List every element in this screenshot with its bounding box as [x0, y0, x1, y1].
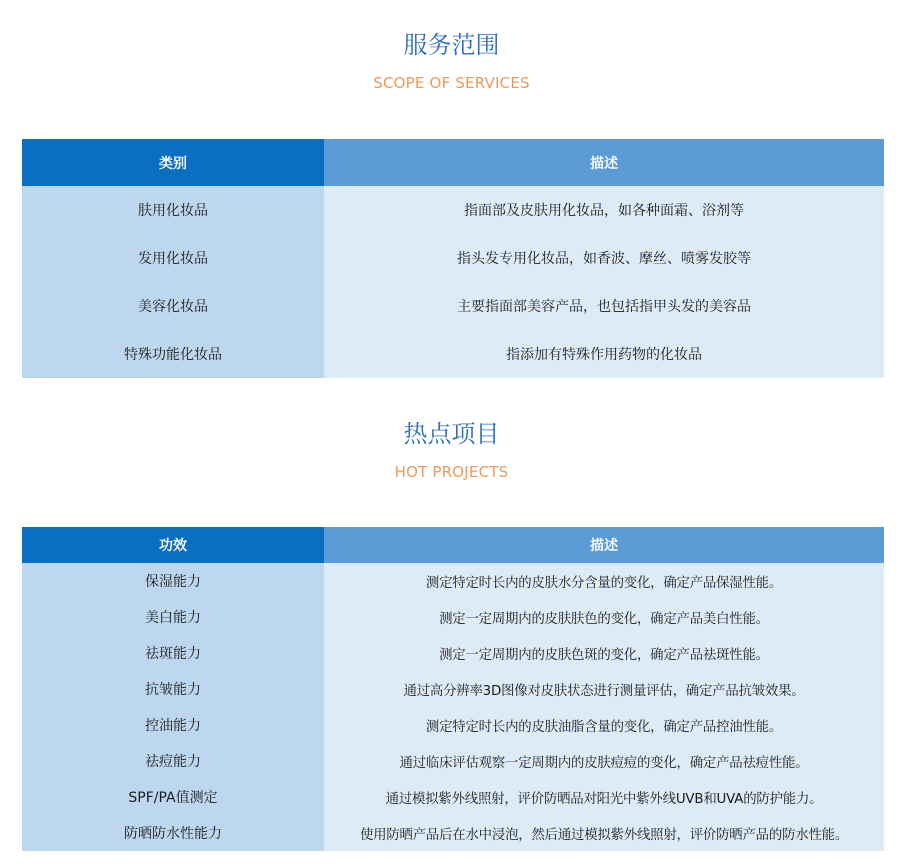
hot-projects-header-row [22, 527, 884, 563]
services-header-row [22, 139, 884, 186]
table-row [22, 599, 884, 635]
services-description-cell: 主要指面部美容产品，也包括指甲头发的美容品 [324, 282, 884, 330]
hot-projects-effect-cell: 祛斑能力 [22, 635, 324, 671]
services-category-cell: 美容化妆品 [22, 282, 324, 330]
services-category-cell: 特殊功能化妆品 [22, 330, 324, 378]
services-description-cell: 指头发专用化妆品，如香波、摩丝、喷雾发胶等 [324, 234, 884, 282]
hot-projects-description-cell: 通过临床评估观察一定周期内的皮肤痘痘的变化，确定产品祛痘性能。 [324, 743, 884, 779]
table-row [22, 707, 884, 743]
services-description-cell: 指添加有特殊作用药物的化妆品 [324, 330, 884, 378]
services-title: 服务范围 [403, 31, 500, 59]
table-row [22, 635, 884, 671]
hot-projects-effect-cell: SPF/PA值测定 [22, 779, 324, 815]
hot-projects-description-cell: 通过模拟紫外线照射，评价防晒品对阳光中紫外线UVB和UVA的防护能力。 [324, 779, 884, 815]
hot-projects-effect-cell: 祛痘能力 [22, 743, 324, 779]
hot-projects-effect-cell: 控油能力 [22, 707, 324, 743]
hot-projects-description-cell: 测定特定时长内的皮肤水分含量的变化，确定产品保湿性能。 [324, 563, 884, 599]
services-header-description: 描述 [324, 139, 884, 186]
services-category-cell: 肤用化妆品 [22, 186, 324, 234]
hot-projects-description-cell: 通过高分辨率3D图像对皮肤状态进行测量评估，确定产品抗皱效果。 [324, 671, 884, 707]
hot-projects-table [22, 527, 884, 851]
hot-projects-description-cell: 使用防晒产品后在水中浸泡，然后通过模拟紫外线照射，评价防晒产品的防水性能。 [324, 815, 884, 851]
hot-projects-title: 热点项目 [403, 420, 500, 448]
services-header-category: 类别 [22, 139, 324, 186]
table-row [22, 779, 884, 815]
hot-projects-header-effect: 功效 [22, 527, 324, 563]
services-table [22, 139, 884, 378]
hot-projects-subtitle: HOT PROJECTS [394, 463, 509, 481]
table-row [22, 282, 884, 330]
hot-projects-effect-cell: 保湿能力 [22, 563, 324, 599]
table-row [22, 186, 884, 234]
hot-projects-effect-cell: 防晒防水性能力 [22, 815, 324, 851]
table-row [22, 563, 884, 599]
table-row [22, 671, 884, 707]
hot-projects-effect-cell: 美白能力 [22, 599, 324, 635]
table-row [22, 330, 884, 378]
hot-projects-header-description: 描述 [324, 527, 884, 563]
table-row [22, 743, 884, 779]
hot-projects-effect-cell: 抗皱能力 [22, 671, 324, 707]
hot-projects-description-cell: 测定一定周期内的皮肤色斑的变化，确定产品祛斑性能。 [324, 635, 884, 671]
services-subtitle: SCOPE OF SERVICES [373, 74, 530, 92]
services-category-cell: 发用化妆品 [22, 234, 324, 282]
hot-projects-description-cell: 测定特定时长内的皮肤油脂含量的变化，确定产品控油性能。 [324, 707, 884, 743]
services-description-cell: 指面部及皮肤用化妆品，如各种面霜、浴剂等 [324, 186, 884, 234]
table-row [22, 815, 884, 851]
table-row [22, 234, 884, 282]
hot-projects-description-cell: 测定一定周期内的皮肤肤色的变化，确定产品美白性能。 [324, 599, 884, 635]
